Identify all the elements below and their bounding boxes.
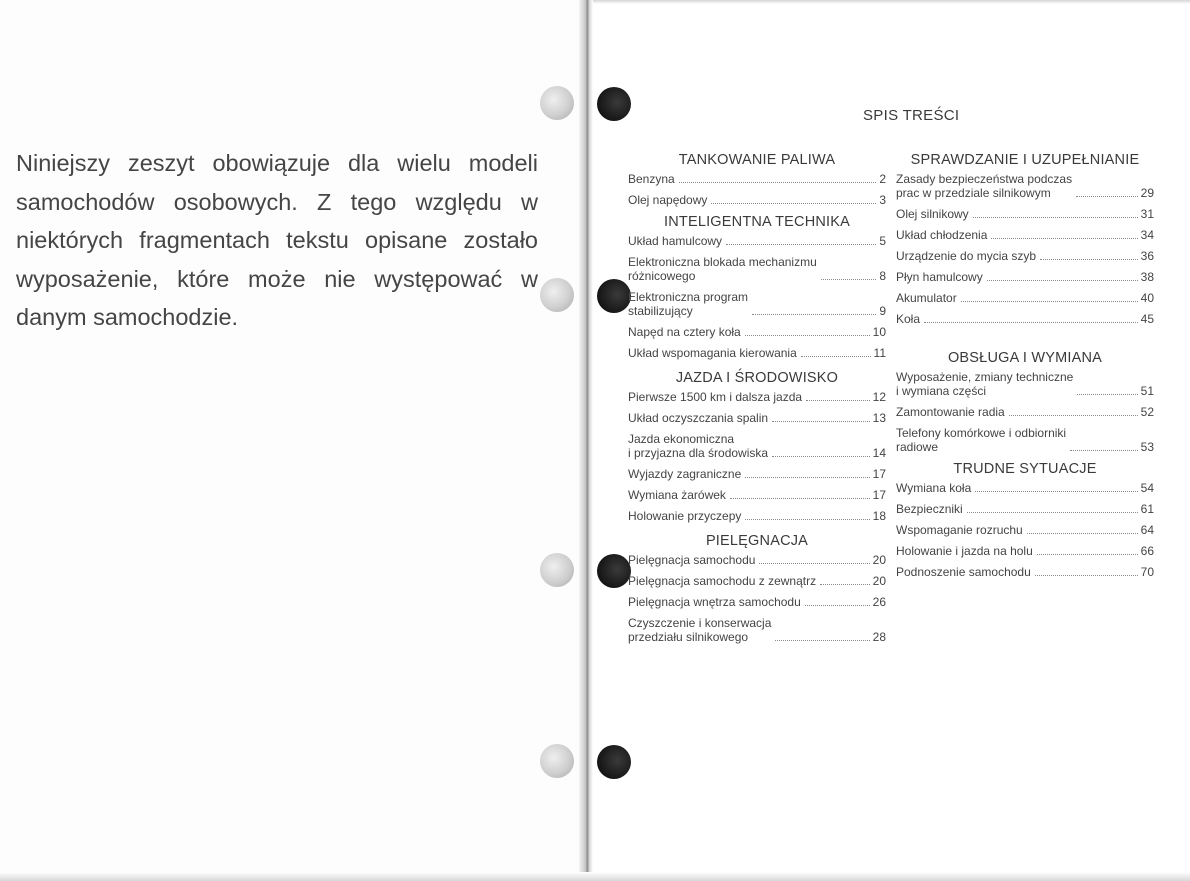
toc-entry-label: Holowanie i jazda na holu bbox=[896, 544, 1033, 558]
toc-entry-label: Jazda ekonomiczna i przyjazna dla środowiska bbox=[628, 432, 769, 460]
toc-title: SPIS TREŚCI bbox=[863, 107, 960, 124]
toc-dot-leader bbox=[967, 512, 1138, 513]
toc-entry[interactable] bbox=[896, 426, 1154, 454]
toc-entry-page: 17 bbox=[872, 467, 886, 481]
toc-entry-page: 14 bbox=[872, 446, 886, 460]
toc-section-heading: INTELIGENTNA TECHNIKA bbox=[663, 214, 851, 230]
toc-entry-page: 54 bbox=[1140, 481, 1154, 495]
toc-entry[interactable] bbox=[628, 411, 886, 425]
toc-entry-label: Holowanie przyczepy bbox=[628, 509, 742, 523]
toc-entry[interactable] bbox=[628, 255, 886, 283]
toc-entry-label: Pierwsze 1500 km i dalsza jazda bbox=[628, 390, 803, 404]
toc-entry-page: 10 bbox=[872, 325, 886, 339]
toc-entry[interactable] bbox=[896, 249, 1154, 263]
toc-entry-page: 9 bbox=[879, 304, 886, 318]
toc-dot-leader bbox=[711, 203, 876, 204]
toc-dot-leader bbox=[772, 421, 870, 422]
toc-dot-leader bbox=[1037, 554, 1138, 555]
toc-entry[interactable] bbox=[896, 523, 1154, 537]
toc-entry-label: Pielęgnacja samochodu z zewnątrz bbox=[628, 574, 817, 588]
toc-dot-leader bbox=[821, 279, 877, 280]
toc-section-heading: TRUDNE SYTUACJE bbox=[953, 461, 1097, 477]
toc-dot-leader bbox=[991, 238, 1137, 239]
toc-dot-leader bbox=[987, 280, 1138, 281]
toc-entry-page: 40 bbox=[1140, 291, 1154, 305]
toc-dot-leader bbox=[752, 314, 876, 315]
toc-entry[interactable] bbox=[896, 172, 1154, 200]
toc-dot-leader bbox=[745, 477, 869, 478]
toc-entry-page: 20 bbox=[872, 553, 886, 567]
toc-dot-leader bbox=[975, 491, 1137, 492]
toc-entry[interactable] bbox=[896, 312, 1154, 326]
toc-entry-label: Płyn hamulcowy bbox=[896, 270, 983, 284]
toc-entry-page: 26 bbox=[872, 595, 886, 609]
toc-entry-label: Układ chłodzenia bbox=[896, 228, 988, 242]
toc-dot-leader bbox=[961, 301, 1138, 302]
toc-entry[interactable] bbox=[896, 405, 1154, 419]
toc-entry[interactable] bbox=[628, 488, 886, 502]
toc-entry-page: 8 bbox=[879, 269, 886, 283]
toc-entry-label: Koła bbox=[896, 312, 921, 326]
toc-entry-page: 66 bbox=[1140, 544, 1154, 558]
toc-entry[interactable] bbox=[628, 390, 886, 404]
toc-entry-label: Układ oczyszczania spalin bbox=[628, 411, 769, 425]
left-page bbox=[0, 0, 585, 881]
toc-dot-leader bbox=[679, 182, 877, 183]
toc-entry-page: 34 bbox=[1140, 228, 1154, 242]
toc-entry-page: 61 bbox=[1140, 502, 1154, 516]
toc-entry-page: 52 bbox=[1140, 405, 1154, 419]
toc-entry-page: 17 bbox=[872, 488, 886, 502]
toc-entry[interactable] bbox=[628, 467, 886, 481]
toc-dot-leader bbox=[820, 584, 870, 585]
toc-section-heading: JAZDA I ŚRODOWISKO bbox=[675, 370, 839, 386]
toc-entry[interactable] bbox=[628, 234, 886, 248]
page-bottom-edge bbox=[0, 872, 1190, 881]
toc-entry-label: Czyszczenie i konserwacja przedziału silnikowego bbox=[628, 616, 772, 644]
binder-hole-right bbox=[597, 554, 631, 588]
toc-entry-label: Telefony komórkowe i odbiorniki radiowe bbox=[896, 426, 1067, 454]
intro-paragraph: Niniejszy zeszyt obowiązuje dla wielu modeli samochodów osobowych. Z tego względu w niektórych fragmentach tekstu opisane zostało wyposażenie, które może nie występować w danym samochodzie. bbox=[16, 150, 538, 330]
toc-entry-label: Benzyna bbox=[628, 172, 675, 186]
toc-section-heading: OBSŁUGA I WYMIANA bbox=[947, 350, 1103, 366]
toc-section-heading: SPRAWDZANIE I UZUPEŁNIANIE bbox=[910, 152, 1140, 168]
toc-dot-leader bbox=[1077, 394, 1137, 395]
toc-entry-page: 70 bbox=[1140, 565, 1154, 579]
toc-entry-page: 28 bbox=[872, 630, 886, 644]
toc-entry[interactable] bbox=[628, 595, 886, 609]
toc-entry-label: Wyposażenie, zmiany techniczne i wymiana części bbox=[896, 370, 1074, 398]
binder-hole-left bbox=[540, 553, 574, 587]
toc-entry-label: Podnoszenie samochodu bbox=[896, 565, 1031, 579]
binder-hole-right bbox=[597, 279, 631, 313]
toc-entry-label: Olej napędowy bbox=[628, 193, 708, 207]
toc-entry-label: Urządzenie do mycia szyb bbox=[896, 249, 1037, 263]
page-edge-shadow bbox=[588, 0, 1190, 4]
toc-entry-page: 12 bbox=[872, 390, 886, 404]
toc-dot-leader bbox=[775, 640, 869, 641]
toc-entry-label: Bezpieczniki bbox=[896, 502, 963, 516]
book-spine bbox=[579, 0, 593, 881]
toc-column-right bbox=[896, 152, 1154, 586]
binder-hole-left bbox=[540, 744, 574, 778]
toc-entry-label: Napęd na cztery koła bbox=[628, 325, 741, 339]
toc-entry-label: Olej silnikowy bbox=[896, 207, 969, 221]
toc-dot-leader bbox=[726, 244, 876, 245]
toc-dot-leader bbox=[772, 456, 870, 457]
toc-entry-page: 64 bbox=[1140, 523, 1154, 537]
toc-entry-label: Pielęgnacja wnętrza samochodu bbox=[628, 595, 801, 609]
toc-entry-page: 45 bbox=[1140, 312, 1154, 326]
toc-entry[interactable] bbox=[896, 502, 1154, 516]
toc-entry-page: 53 bbox=[1140, 440, 1154, 454]
toc-entry-page: 18 bbox=[872, 509, 886, 523]
toc-entry-page: 13 bbox=[872, 411, 886, 425]
toc-entry-page: 5 bbox=[879, 234, 886, 248]
toc-entry-label: Wyjazdy zagraniczne bbox=[628, 467, 742, 481]
toc-entry-page: 38 bbox=[1140, 270, 1154, 284]
binder-hole-left bbox=[540, 278, 574, 312]
toc-entry-page: 2 bbox=[879, 172, 886, 186]
binder-hole-left bbox=[540, 86, 574, 120]
toc-entry-page: 20 bbox=[872, 574, 886, 588]
toc-entry-label: Układ hamulcowy bbox=[628, 234, 723, 248]
toc-entry-label: Akumulator bbox=[896, 291, 957, 305]
toc-entry[interactable] bbox=[896, 544, 1154, 558]
binder-hole-right bbox=[597, 87, 631, 121]
toc-dot-leader bbox=[1027, 533, 1138, 534]
toc-entry-page: 51 bbox=[1140, 384, 1154, 398]
toc-entry-label: Wspomaganie rozruchu bbox=[896, 523, 1023, 537]
toc-entry-label: Wymiana koła bbox=[896, 481, 972, 495]
toc-entry[interactable] bbox=[896, 228, 1154, 242]
toc-entry-label: Elektroniczna blokada mechanizmu różnicowego bbox=[628, 255, 817, 283]
toc-section-heading: TANKOWANIE PALIWA bbox=[678, 152, 836, 168]
toc-entry[interactable] bbox=[628, 172, 886, 186]
toc-entry-label: Zasady bezpieczeństwa podczas prac w przedziale silnikowym bbox=[896, 172, 1073, 200]
toc-entry-page: 36 bbox=[1140, 249, 1154, 263]
toc-dot-leader bbox=[973, 217, 1138, 218]
toc-dot-leader bbox=[759, 563, 869, 564]
toc-dot-leader bbox=[745, 335, 870, 336]
toc-dot-leader bbox=[924, 322, 1138, 323]
toc-entry[interactable] bbox=[628, 509, 886, 523]
toc-dot-leader bbox=[1009, 415, 1138, 416]
toc-dot-leader bbox=[730, 498, 870, 499]
toc-entry[interactable] bbox=[896, 291, 1154, 305]
toc-entry[interactable] bbox=[896, 270, 1154, 284]
toc-entry-label: Układ wspomagania kierowania bbox=[628, 346, 797, 360]
toc-dot-leader bbox=[805, 605, 870, 606]
toc-entry[interactable] bbox=[628, 574, 886, 588]
toc-entry[interactable] bbox=[628, 325, 886, 339]
toc-entry[interactable] bbox=[628, 553, 886, 567]
toc-entry-page: 31 bbox=[1140, 207, 1154, 221]
toc-dot-leader bbox=[1070, 450, 1138, 451]
toc-dot-leader bbox=[801, 356, 871, 357]
toc-entry[interactable] bbox=[628, 193, 886, 207]
toc-entry[interactable] bbox=[896, 370, 1154, 398]
toc-entry[interactable] bbox=[628, 432, 886, 460]
toc-dot-leader bbox=[1040, 259, 1138, 260]
toc-entry[interactable] bbox=[628, 346, 886, 360]
toc-section-heading: PIELĘGNACJA bbox=[705, 533, 809, 549]
toc-column-left bbox=[628, 152, 886, 651]
toc-entry[interactable] bbox=[896, 565, 1154, 579]
toc-entry[interactable] bbox=[628, 290, 886, 318]
toc-entry-label: Elektroniczna program stabilizujący bbox=[628, 290, 749, 318]
toc-entry-label: Zamontowanie radia bbox=[896, 405, 1005, 419]
toc-entry[interactable] bbox=[628, 616, 886, 644]
toc-entry-page: 11 bbox=[873, 346, 886, 360]
toc-dot-leader bbox=[745, 519, 869, 520]
toc-dot-leader bbox=[1076, 196, 1138, 197]
binder-hole-right bbox=[597, 745, 631, 779]
toc-dot-leader bbox=[1035, 575, 1138, 576]
toc-entry-label: Pielęgnacja samochodu bbox=[628, 553, 756, 567]
toc-entry-page: 3 bbox=[879, 193, 886, 207]
toc-entry-page: 29 bbox=[1140, 186, 1154, 200]
toc-entry[interactable] bbox=[896, 207, 1154, 221]
toc-dot-leader bbox=[806, 400, 870, 401]
toc-entry-label: Wymiana żarówek bbox=[628, 488, 726, 502]
toc-entry[interactable] bbox=[896, 481, 1154, 495]
